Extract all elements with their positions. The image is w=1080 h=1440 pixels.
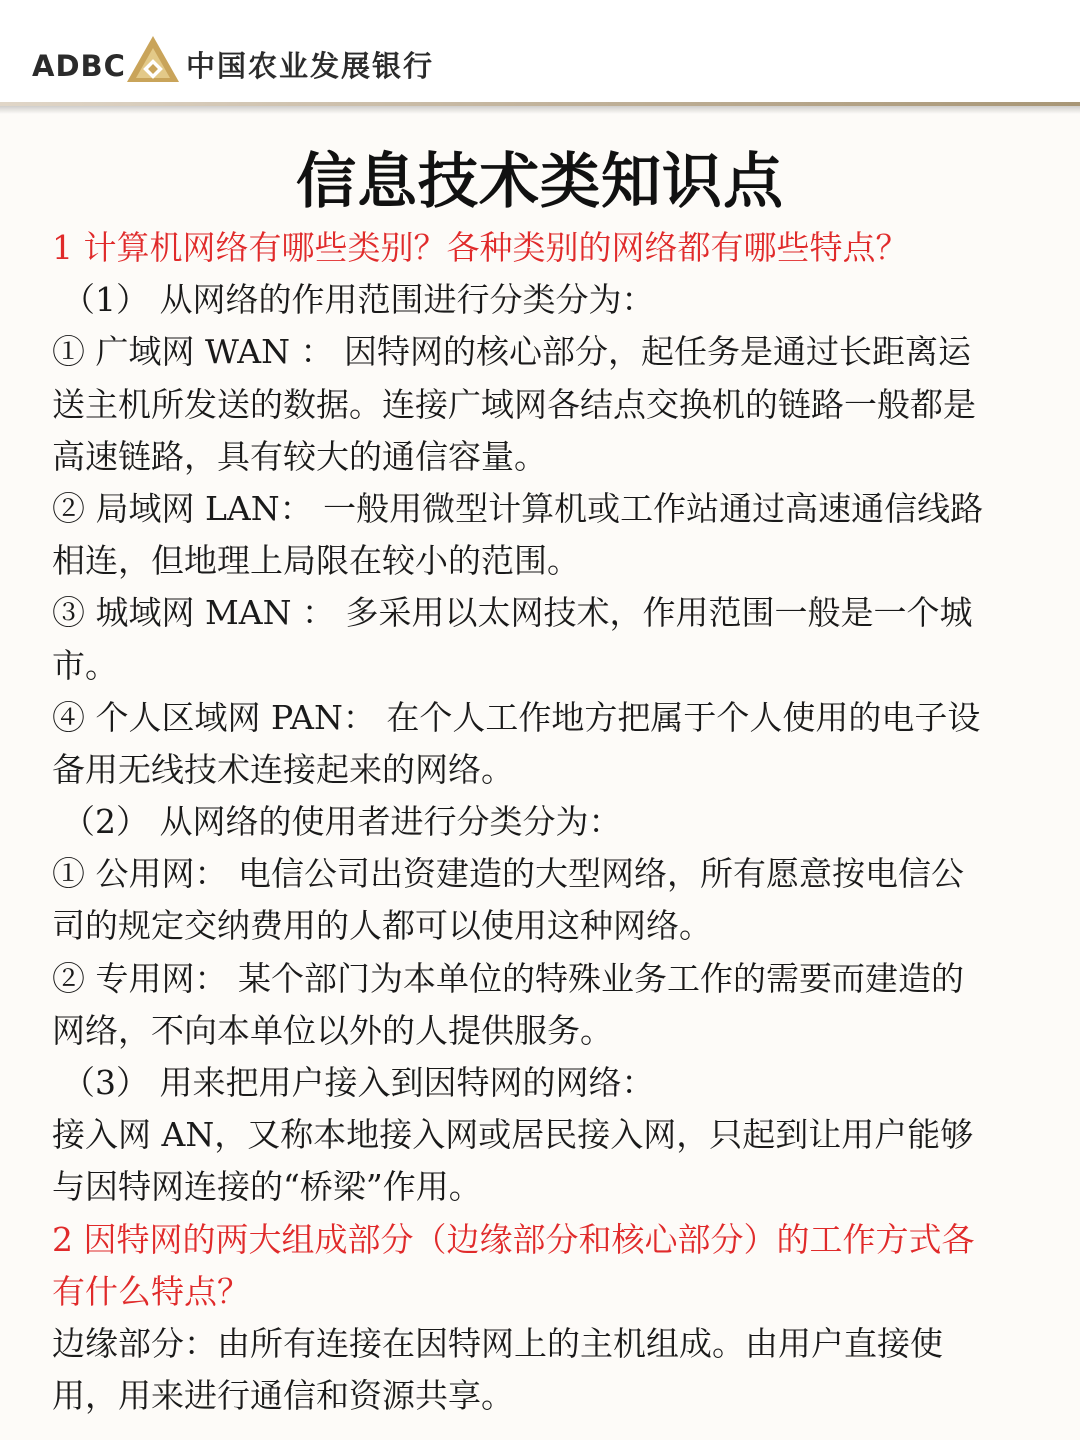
paragraph-line: 用，用来进行通信和资源共享。 [52, 1376, 514, 1416]
logo-latin-text: ADBC [32, 49, 126, 83]
section-subheading: （1） 从网络的作用范围进行分类分为： [62, 280, 655, 320]
paragraph-line: ① 公用网： 电信公司出资建造的大型网络，所有愿意按电信公 [52, 854, 964, 894]
paragraph-line: 高速链路，具有较大的通信容量。 [52, 436, 547, 476]
page-title: 信息技术类知识点 [296, 147, 784, 217]
section-subheading: （2） 从网络的使用者进行分类分为： [62, 802, 622, 842]
paragraph-line: 送主机所发送的数据。连接广域网各结点交换机的链路一般都是 [52, 384, 976, 424]
paragraph-line: 相连，但地理上局限在较小的范围。 [52, 541, 580, 581]
paragraph-line: 接入网 AN，又称本地接入网或居民接入网，只起到让用户能够 [52, 1115, 974, 1155]
paragraph-line: ② 局域网 LAN： 一般用微型计算机或工作站通过高速通信线路 [52, 488, 984, 528]
bank-logo-icon [125, 34, 181, 84]
logo-chinese-text: 中国农业发展银行 [186, 49, 435, 83]
question-line: 1 计算机网络有哪些类别？各种类别的网络都有哪些特点？ [52, 228, 909, 267]
article-body [52, 222, 1037, 1422]
section-subheading: （3） 用来把用户接入到因特网的网络： [62, 1063, 655, 1102]
question-line: 2 因特网的两大组成部分（边缘部分和核心部分）的工作方式各 [52, 1219, 975, 1259]
paragraph-line: 与因特网连接的“桥梁”作用。 [52, 1167, 482, 1207]
header-shadow [0, 106, 1080, 114]
paragraph-line: 网络，不向本单位以外的人提供服务。 [52, 1010, 613, 1050]
paragraph-line: 边缘部分：由所有连接在因特网上的主机组成。由用户直接使 [52, 1323, 943, 1363]
paragraph-line: 司的规定交纳费用的人都可以使用这种网络。 [52, 906, 712, 946]
paragraph-line: ② 专用网： 某个部门为本单位的特殊业务工作的需要而建造的 [52, 958, 964, 998]
paragraph-line: 市。 [52, 645, 118, 685]
paragraph-line: ④ 个人区域网 PAN： 在个人工作地方把属于个人使用的电子设 [52, 697, 981, 737]
paragraph-line: 备用无线技术连接起来的网络。 [52, 749, 514, 789]
paragraph-line: ① 广域网 WAN ： 因特网的核心部分，起任务是通过长距离运 [52, 332, 971, 372]
paragraph-line: ③ 城域网 MAN ： 多采用以太网技术，作用范围一般是一个城 [52, 593, 973, 633]
question-line: 有什么特点？ [52, 1271, 250, 1311]
